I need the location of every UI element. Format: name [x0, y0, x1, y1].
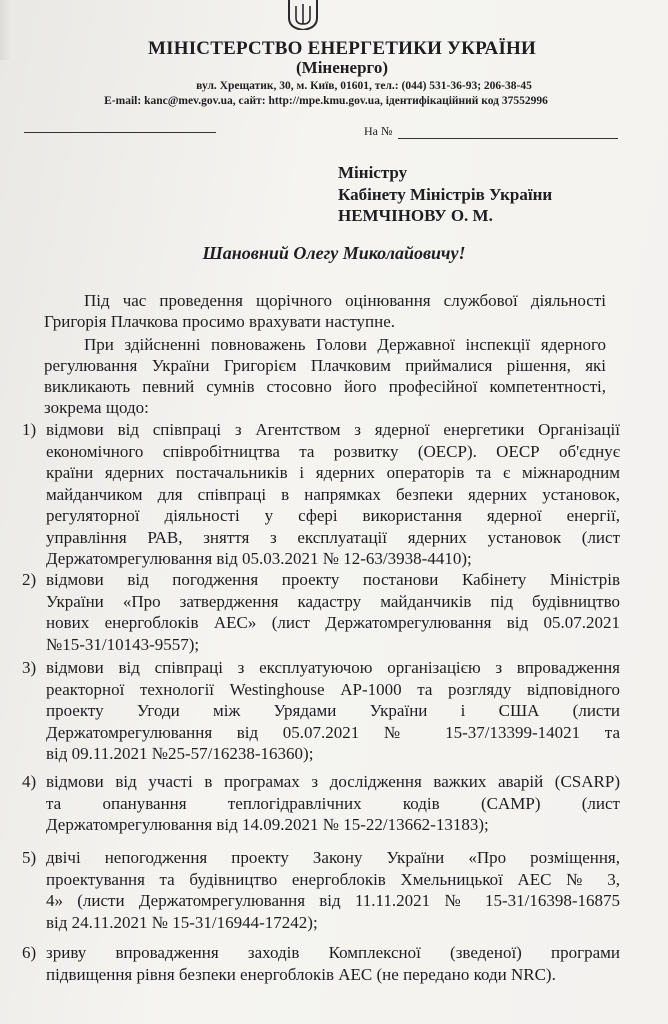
list-item-line: та опанування теплогідравлічних кодів (CAMP) (лист — [46, 793, 620, 813]
outgoing-number-line — [24, 132, 216, 133]
list-item-line: майданчиком для співпраці в напрямках безпеки ядерних установок, — [46, 484, 620, 504]
list-item-line: зриву впровадження заходів Комплексної (зведеної) програми — [46, 943, 620, 962]
recipient-title: Міністру — [338, 163, 408, 182]
list-item-line: двічі непогодження проекту Закону України «Про розміщення, — [46, 848, 620, 867]
list-item-line: нових енергоблоків АЕС» (лист Держатомрегулювання від 05.07.2021 — [46, 613, 620, 632]
list-item-line: від 24.11.2021 № 15-31/16944-17242); — [46, 912, 318, 932]
list-item-line: відмови від погодження проекту постанови Кабінету Міністрів — [46, 570, 620, 589]
list-item-number: 6) — [22, 943, 37, 962]
list-item-number: 4) — [22, 772, 37, 791]
recipient-name: НЕМЧІНОВУ О. М. — [338, 206, 493, 225]
ministry-contacts: E-mail: kanc@mev.gov.ua, сайт: http://mpe.kmu.gov.ua, ідентифікаційний код 37552996 — [104, 95, 548, 107]
list-item-line: реакторної технології Westinghouse АР-1000 та розгляду відповідного — [46, 679, 620, 699]
list-item-line: Держатомрегулювання від 05.03.2021 № 12-63/3938-4410); — [46, 549, 472, 568]
list-item-line: відмови від співпраці з експлуатуючою організацією з впровадження — [46, 658, 620, 677]
list-item-line: управління РАВ, зняття з експлуатації ядерних установок (лист — [46, 527, 620, 547]
reference-number-label: На № — [364, 124, 393, 138]
list-item-line: країни ядерних постачальників і ядерних операторів та є міжнародним — [46, 463, 620, 482]
ministry-short-name: (Міненерго) — [295, 58, 389, 77]
intro-paragraph: Під час проведення щорічного оцінювання службової діяльності Григорія Плачкова просимо врахувати наступне. — [44, 291, 606, 331]
list-item-line: регуляторної діяльності у сфері використання ядерної енергії, — [46, 506, 620, 525]
list-item-line: Держатомрегулювання від 05.07.2021 № 15-37/13399-14021 та — [46, 722, 620, 742]
list-item-number: 2) — [22, 570, 37, 589]
reference-number-line — [398, 138, 618, 139]
recipient-office: Кабінету Міністрів України — [338, 185, 553, 204]
list-item-line: Держатомрегулювання від 14.09.2021 № 15-22/13662-13183); — [46, 815, 489, 834]
trident-emblem-icon — [286, 0, 320, 30]
list-item-line: України «Про затвердження кадастру майданчиків під будівництво — [46, 591, 620, 611]
list-item-line: проекту Угоди між Урядами України і США (листи — [46, 701, 620, 720]
ministry-name: МІНІСТЕРСТВО ЕНЕРГЕТИКИ УКРАЇНИ — [147, 38, 537, 59]
salutation: Шановний Олегу Миколайовичу! — [202, 243, 466, 263]
list-item-number: 5) — [22, 848, 37, 867]
list-item-line: проектування та будівництво енергоблоків Хмельницької АЕС № 3, — [46, 869, 620, 889]
list-item-number: 3) — [22, 658, 37, 677]
list-item-line: відмови від участі в програмах з дослідження важких аварій (CSARP) — [46, 772, 620, 791]
list-item-number: 1) — [22, 420, 37, 439]
list-item-line: відмови від співпраці з Агентством з ядерної енергетики Організації — [46, 420, 620, 439]
list-item-line: економічного співробітництва та розвитку (ОЕСР). ОЕСР об'єднує — [46, 441, 620, 461]
list-item-line: підвищення рівня безпеки енергоблоків АЕС (не передано коди NRC). — [46, 964, 556, 984]
list-item-line: 4» (листи Держатомрегулювання від 11.11.2021 № 15-31/16398-16875 — [46, 891, 620, 910]
list-item-line: від 09.11.2021 №25-57/16238-16360); — [46, 744, 314, 763]
ministry-address: вул. Хрещатик, 30, м. Київ, 01601, тел.: (044) 531-36-93; 206-38-45 — [196, 80, 532, 92]
list-item-line: №15-31/10143-9557); — [46, 634, 200, 654]
context-paragraph: При здійсненні повноважень Голови Державної інспекції ядерного регулювання України Григорієм Плачковим приймалися рішення, які викликають певний сумнів стосовно його професійної компетентності, зокрема щодо: — [44, 335, 606, 417]
